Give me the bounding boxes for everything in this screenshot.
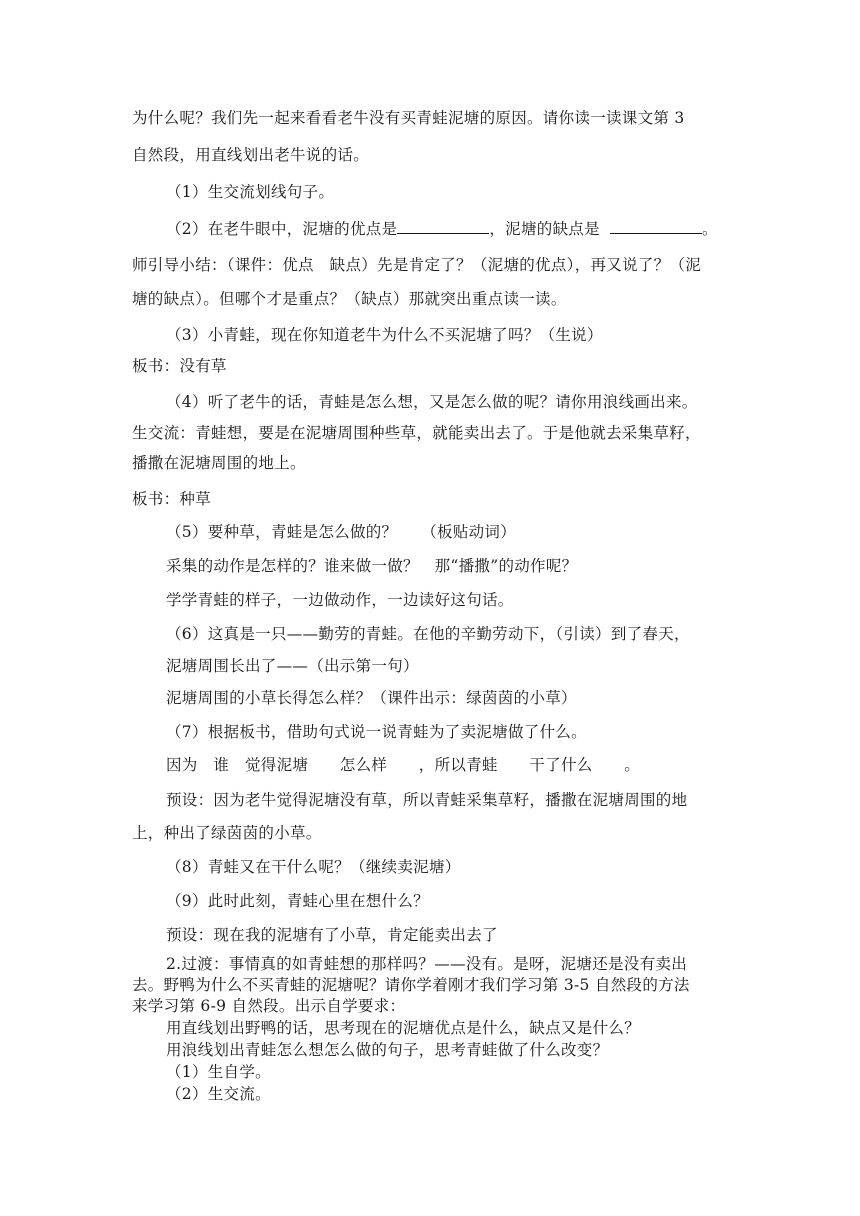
text-line: 采集的动作是怎样的？谁来做一做？ 那“播撒”的动作呢？ xyxy=(166,557,578,575)
text-line: （5）要种草，青蛙是怎么做的？ （板贴动词） xyxy=(166,523,517,541)
text-line: 师引导小结：（课件：优点 缺点）先是肯定了？（泥塘的优点），再又说了？（泥 xyxy=(132,256,702,274)
text-line: 板书：种草 xyxy=(132,490,212,508)
text-line: 塘的缺点）。但哪个才是重点？（缺点）那就突出重点读一读。 xyxy=(132,290,567,308)
text-line: 预设：因为老牛觉得泥塘没有草，所以青蛙采集草籽，播撒在泥塘周围的地 xyxy=(166,791,688,809)
text-segment: （2）在老牛眼中，泥塘的优点是 xyxy=(166,220,398,238)
text-line: （1）生自学。 xyxy=(166,1063,271,1081)
text-line: 泥塘周围的小草长得怎么样？（课件出示：绿茵茵的小草） xyxy=(166,689,577,707)
text-segment: ，泥塘的缺点是 xyxy=(489,220,600,238)
text-line: 因为 谁 觉得泥塘 怎么样 ，所以青蛙 干了什么 。 xyxy=(166,756,641,774)
text-line: 去。野鸭为什么不买青蛙的泥塘呢？请你学着刚才我们学习第 3-5 自然段的方法 xyxy=(132,976,690,994)
text-line: 为什么呢？我们先一起来看看老牛没有买青蛙泥塘的原因。请你读一读课文第 3 xyxy=(132,109,685,127)
text-line: 泥塘周围长出了——（出示第一句） xyxy=(166,657,419,675)
text-line: （8）青蛙又在干什么呢？（继续卖泥塘） xyxy=(166,858,461,876)
text-line: （4）听了老牛的话，青蛙是怎么想，又是怎么做的呢？请你用浪线画出来。 xyxy=(166,393,698,411)
text-line: 2.过渡：事情真的如青蛙想的那样吗？——没有。是呀，泥塘还是没有卖出 xyxy=(166,955,687,973)
text-line: 预设：现在我的泥塘有了小草，肯定能卖出去了 xyxy=(166,926,498,944)
text-line: 用浪线划出青蛙怎么想怎么做的句子，思考青蛙做了什么改变？ xyxy=(166,1041,609,1059)
text-line: （9）此时此刻，青蛙心里在想什么？ xyxy=(166,892,429,910)
blank-underline xyxy=(610,219,702,234)
text-line: 用直线划出野鸭的话，思考现在的泥塘优点是什么，缺点又是什么？ xyxy=(166,1019,641,1037)
text-line: （6）这真是一只——勤劳的青蛙。在他的辛勤劳动下，（引读）到了春天， xyxy=(166,625,690,643)
text-line: （7）根据板书，借助句式说一说青蛙为了卖泥塘做了什么。 xyxy=(166,723,587,741)
text-line: （3）小青蛙，现在你知道老牛为什么不买泥塘了吗？（生说） xyxy=(166,326,603,344)
fill-in-line xyxy=(166,219,718,239)
text-line: 生交流：青蛙想，要是在泥塘周围种些草，就能卖出去了。于是他就去采集草籽， xyxy=(132,424,701,442)
text-line: 学学青蛙的样子，一边做动作，一边读好这句话。 xyxy=(166,591,514,609)
text-line: 板书：没有草 xyxy=(132,357,227,375)
text-line: 来学习第 6-9 自然段。出示自学要求： xyxy=(132,997,406,1015)
text-segment: 。 xyxy=(701,220,718,238)
text-line: （1）生交流划线句子。 xyxy=(166,183,335,201)
blank-underline xyxy=(397,219,489,234)
text-line: 播撒在泥塘周围的地上。 xyxy=(132,454,306,472)
text-line: 自然段，用直线划出老牛说的话。 xyxy=(132,146,370,164)
text-line: 上，种出了绿茵茵的小草。 xyxy=(132,824,322,842)
text-line: （2）生交流。 xyxy=(166,1085,271,1103)
